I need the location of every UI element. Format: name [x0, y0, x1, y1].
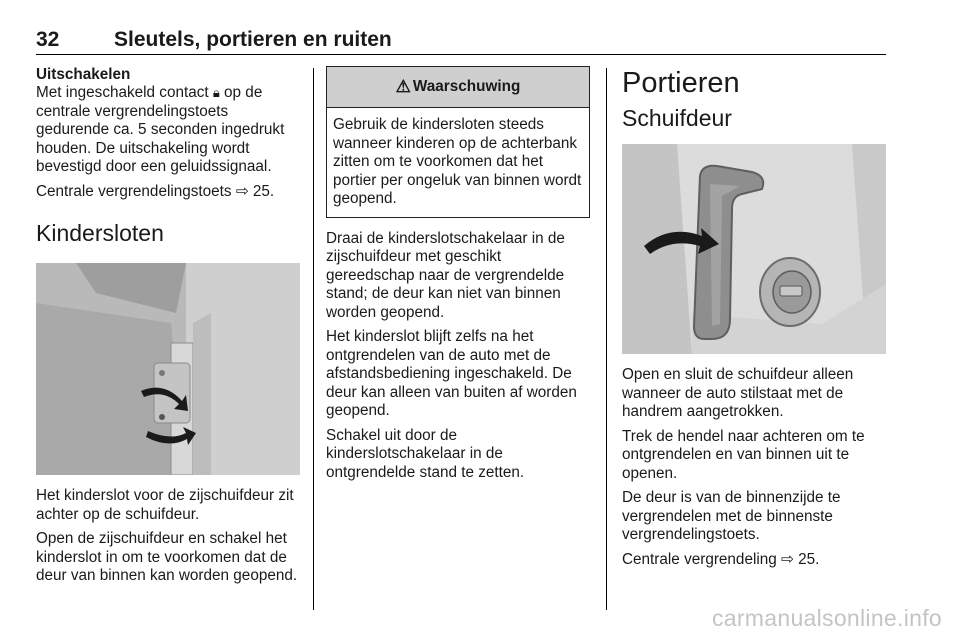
heading-portieren: Portieren	[622, 67, 740, 99]
column-1	[36, 66, 300, 592]
sliding-door-handle-illustration	[622, 144, 886, 354]
column-3	[622, 66, 886, 575]
section-label-uitschakelen: Uitschakelen	[36, 66, 131, 83]
warning-text: Gebruik de kindersloten steeds wanneer kinderen op de achterbank zitten om te voorkomen dat het portier per ongeluk van binnen wordt geopend.	[333, 116, 582, 207]
heading-kindersloten: Kindersloten	[36, 220, 164, 246]
page-number: 32	[36, 28, 60, 51]
page-reference-arrow-icon: ⇨	[235, 182, 249, 200]
paragraph-blijft: Het kinderslot blijft zelfs na het ontgrendelen van de auto met de afstandsbediening ingeschakeld. De deur kan alleen van buiten af worden geopend.	[326, 328, 577, 419]
column-divider-2	[606, 68, 607, 610]
page-reference-link[interactable]: 25.	[798, 550, 820, 568]
sliding-door-figure	[622, 144, 886, 354]
paragraph-open-sluit: Open en sluit de schuifdeur alleen wanneer de auto stilstaat met de handrem aangetrokken.	[622, 366, 854, 420]
warning-header	[327, 67, 589, 108]
chapter-title: Sleutels, portieren en ruiten	[114, 28, 392, 51]
column-divider-1	[313, 68, 314, 610]
warning-triangle-icon: ⚠︎	[395, 77, 411, 96]
paragraph-centrale-ref: Centrale vergrendelingstoets ⇨ 25.	[36, 182, 275, 200]
warning-box	[326, 66, 590, 218]
figure-caption: Het kinderslot voor de zijschuifdeur zit achter op de schuifdeur.	[36, 487, 294, 523]
paragraph-uitschakelen: Met ingeschakeld contact 🔒︎ op de centrale vergrendelingstoets gedurende ca. 5 seconden ingedrukt houden. De uitschakeling wordt bevestigd door een geluidssignaal.	[36, 84, 285, 175]
paragraph-centrale-vergrendeling-ref: Centrale vergrendeling ⇨ 25.	[622, 550, 820, 568]
page-header	[36, 28, 886, 55]
lock-button-icon: 🔒︎	[212, 85, 220, 100]
child-lock-figure	[36, 263, 300, 475]
paragraph-schakel-uit: Schakel uit door de kinderslotschakelaar in de ontgrendelde stand te zetten.	[326, 426, 525, 481]
warning-title: Waarschuwing	[412, 78, 521, 95]
column-2	[326, 66, 590, 488]
heading-schuifdeur: Schuifdeur	[622, 105, 732, 131]
paragraph-trek-hendel: Trek de hendel naar achteren om te ontgrendelen en van binnen uit te openen.	[622, 427, 865, 482]
watermark: carmanualsonline.info	[711, 605, 942, 631]
paragraph-binnenzijde: De deur is van de binnenzijde te vergrendelen met de binnenste vergrendelingstoets.	[622, 489, 841, 543]
paragraph-kinderslot-instructie: Open de zijschuifdeur en schakel het kinderslot in om te voorkomen dat de deur van binnen kan worden geopend.	[36, 530, 298, 584]
paragraph-draai: Draai de kinderslotschakelaar in de zijschuifdeur met geschikt gereedschap naar de vergrendelde stand; de deur kan niet van binnen worden geopend.	[326, 229, 565, 321]
page-reference-link[interactable]: 25.	[252, 182, 275, 200]
page-reference-arrow-icon: ⇨	[781, 550, 794, 568]
child-lock-illustration	[36, 263, 300, 475]
